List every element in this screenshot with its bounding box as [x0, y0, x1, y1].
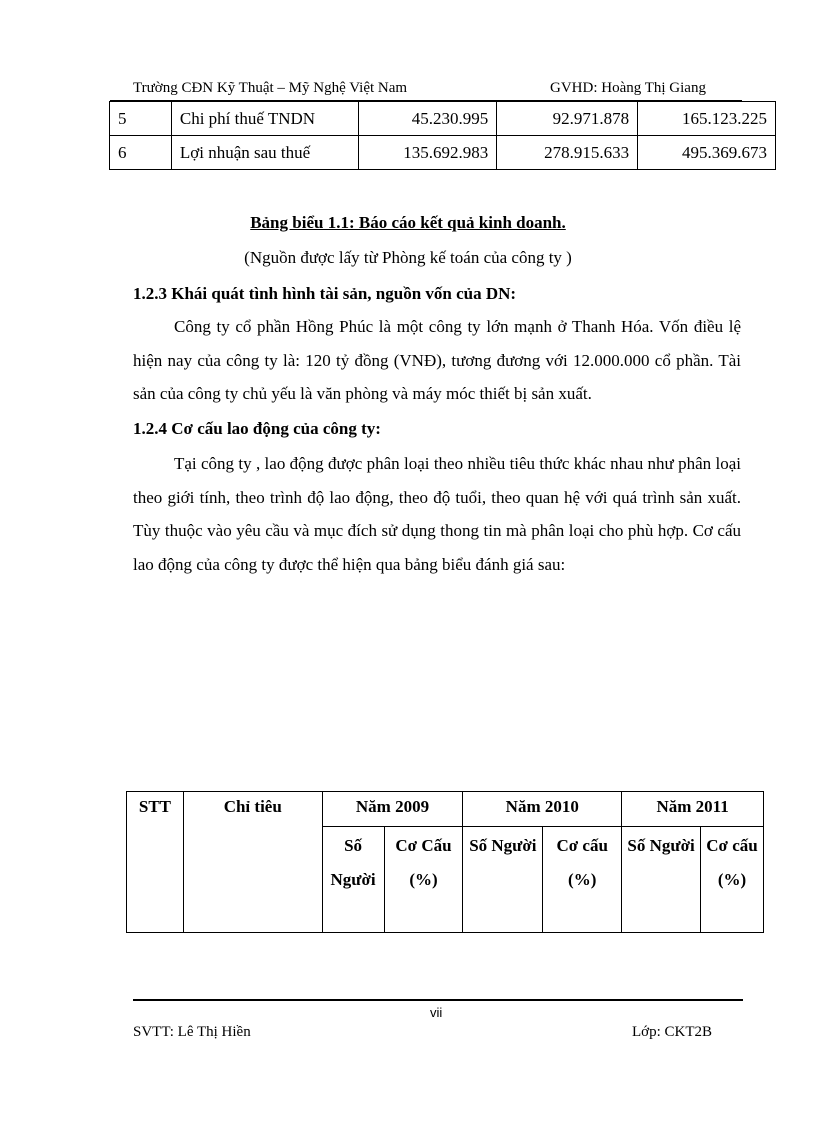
col-2011-people: Số Người: [622, 827, 701, 933]
col-year-2011: Năm 2011: [622, 792, 764, 827]
col-2009-people: Số Người: [322, 827, 384, 933]
col-stt: STT: [127, 792, 184, 933]
paragraph-text: Tại công ty , lao động được phân loại theo nhiều tiêu thức khác nhau như phân loại theo giới tính, theo trình độ lao động, theo độ tuổi, theo quan hệ với quá trình sản xuất. Tùy thuộc vào yêu cầu và mục đích sử dụng thong tin mà phân loại cho phù hợp. Cơ cấu lao động của công ty được thể hiện qua bảng biểu đánh giá sau:: [133, 454, 741, 575]
value-2009: 135.692.983: [359, 136, 497, 170]
footer-rule: [133, 999, 743, 1001]
value-2011: 495.369.673: [638, 136, 776, 170]
col-2011-ratio: Cơ cấu (%): [701, 827, 764, 933]
section-heading-assets: 1.2.3 Khái quát tình hình tài sản, nguồn vốn của DN:: [133, 284, 517, 303]
page-number: vii: [430, 1005, 443, 1020]
row-number: 5: [110, 102, 172, 136]
value-2009: 45.230.995: [359, 102, 497, 136]
row-label: Chi phí thuế TNDN: [171, 102, 359, 136]
value-2010: 92.971.878: [497, 102, 638, 136]
col-2009-ratio: Cơ Cấu (%): [384, 827, 463, 933]
paragraph-assets: [133, 310, 741, 411]
table-header-row: [127, 792, 764, 827]
col-year-2010: Năm 2010: [463, 792, 622, 827]
value-2011: 165.123.225: [638, 102, 776, 136]
row-label: Lợi nhuận sau thuế: [171, 136, 359, 170]
value-2010: 278.915.633: [497, 136, 638, 170]
header-teacher: GVHD: Hoàng Thị Giang: [550, 80, 706, 96]
labor-structure-table: [126, 791, 764, 933]
footer-class: Lớp: CKT2B: [632, 1024, 713, 1040]
table-row: [110, 136, 776, 170]
section-heading-labor: 1.2.4 Cơ cấu lao động của công ty:: [133, 419, 381, 438]
table-caption: Bảng biểu 1.1: Báo cáo kết quả kinh doanh.: [250, 213, 566, 232]
table-row: [110, 102, 776, 136]
col-2010-people: Số Người: [463, 827, 543, 933]
table-source: (Nguồn được lấy từ Phòng kế toán của công ty ): [244, 248, 572, 267]
business-results-table: [109, 101, 776, 170]
col-2010-ratio: Cơ cấu (%): [543, 827, 622, 933]
paragraph-labor: [133, 447, 741, 582]
header-school: Trường CĐN Kỹ Thuật – Mỹ Nghệ Việt Nam: [133, 80, 408, 96]
col-indicator: Chỉ tiêu: [183, 792, 322, 933]
row-number: 6: [110, 136, 172, 170]
col-year-2009: Năm 2009: [322, 792, 463, 827]
footer-student: SVTT: Lê Thị Hiền: [133, 1024, 251, 1040]
paragraph-text: Công ty cổ phần Hồng Phúc là một công ty lớn mạnh ở Thanh Hóa. Vốn điều lệ hiện nay của công ty là: 120 tỷ đồng (VNĐ), tương đương với 12.000.000 cổ phần. Tài sản của công ty chủ yếu là văn phòng và máy móc thiết bị sản xuất.: [133, 317, 741, 404]
